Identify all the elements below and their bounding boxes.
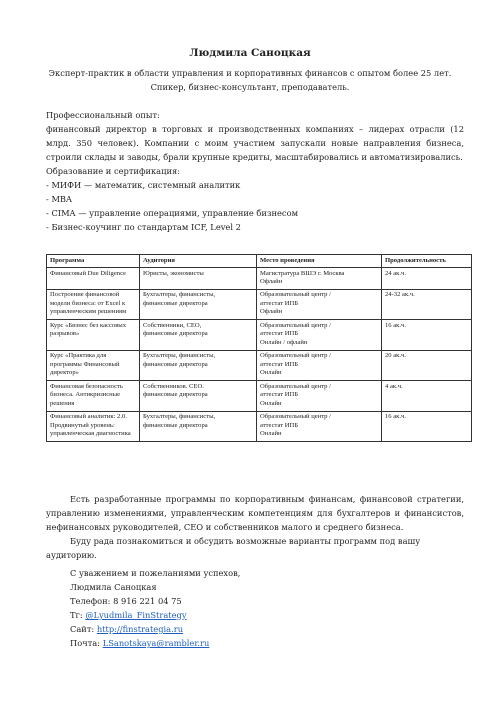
audience-cell: Бухгалтеры, финансисты, финансовые директора: [140, 411, 257, 442]
program-cell: Финансовый Due Diligence: [47, 268, 140, 290]
audience-cell: Бухгалтеры, финансисты, финансовые директора: [140, 350, 257, 381]
column-header-place: Место проведения: [257, 255, 382, 268]
document-title: Людмила Саноцкая: [189, 47, 311, 59]
place-cell: Образовательный центр / аттестат ИПБ Онлайн: [257, 350, 382, 381]
program-cell: Курс «Бизнес без кассовых разрывов»: [47, 320, 140, 351]
experience-text: финансовый директор в торговых и производственных компаниях – лидерах отрасли (12 млрд. 350 человек). Компании с моим участием запускали новые направления бизнеса, строили склады и заводы, брали крупные кредиты, масштабировались и автоматизировались.: [46, 124, 464, 162]
program-cell: Финансовый аналитик: 2.0. Продвинутый уровень: управленческая диагностика: [47, 411, 140, 442]
table-row: [47, 320, 472, 351]
audience-cell: Бухгалтеры, финансисты, финансовые директора: [140, 289, 257, 320]
duration-cell: 16 ак.ч.: [382, 320, 472, 351]
duration-cell: 24-32 ак.ч.: [382, 289, 472, 320]
contact-telegram: Тг: @Lyudmila_FinStrategy: [70, 610, 187, 620]
column-header-audience: Аудитория: [140, 255, 257, 268]
education-item: - MBA: [46, 194, 73, 204]
duration-cell: 20 ак.ч.: [382, 350, 472, 381]
contact-phone: Телефон: 8 916 221 04 75: [70, 596, 182, 606]
table-header-row: [47, 255, 472, 268]
website-link[interactable]: http://finstrategia.ru: [96, 624, 184, 634]
program-cell: Финансовая безопасность бизнеса. Антикризисные решения: [47, 381, 140, 412]
place-cell: Образовательный центр / аттестат ИПБ Офлайн: [257, 289, 382, 320]
program-cell: Курс «Практика для программы Финансовый директор»: [47, 350, 140, 381]
subtitle-line-1: Эксперт-практик в области управления и корпоративных финансов с опытом более 25 лет.: [48, 68, 452, 78]
column-header-program: Программа: [47, 255, 140, 268]
signature-regards: С уважением и пожеланиями успехов,: [70, 568, 241, 578]
experience-heading: Профессиональный опыт:: [46, 110, 160, 120]
education-item: - МИФИ — математик, системный аналитик: [46, 180, 241, 190]
audience-cell: Собственники, CEO, финансовые директора: [140, 320, 257, 351]
contact-email: Почта: LSanotskaya@rambler.ru: [70, 638, 210, 648]
signature-name: Людмила Саноцкая: [70, 582, 157, 592]
duration-cell: 24 ак.ч.: [382, 268, 472, 290]
audience-cell: Собственников. CEO. финансовые директора: [140, 381, 257, 412]
place-cell: Образовательный центр / аттестат ИПБ Онлайн: [257, 381, 382, 412]
table-row: [47, 268, 472, 290]
education-item: - Бизнес-коучинг по стандартам ICF, Level 2: [46, 222, 241, 232]
program-cell: Построение финансовой модели бизнеса: от Excel к управленческим решениям: [47, 289, 140, 320]
education-item: - CIMA — управление операциями, управление бизнесом: [46, 208, 299, 218]
subtitle-line-2: Спикер, бизнес-консультант, преподаватель.: [150, 82, 350, 92]
telegram-link[interactable]: @Lyudmila_FinStrategy: [85, 610, 187, 620]
phone-number: 8 916 221 04 75: [113, 596, 182, 606]
column-header-duration: Продолжительность: [382, 255, 472, 268]
closing-paragraph-programs: Есть разработанные программы по корпоративным финансам, финансовой стратегии, управлению изменениями, управленческим компетенциям для бухгалтеров и финансистов, нефинансовых руководителей, CEO и собственников малого и среднего бизнеса.: [46, 494, 464, 532]
contact-site: Сайт: http://finstrategia.ru: [70, 624, 184, 634]
duration-cell: 16 ак.ч.: [382, 411, 472, 442]
courses-table: [46, 254, 472, 442]
email-link[interactable]: LSanotskaya@rambler.ru: [102, 638, 210, 648]
table-row: [47, 350, 472, 381]
place-cell: Образовательный центр / аттестат ИПБ Онлайн: [257, 411, 382, 442]
place-cell: Образовательный центр / аттестат ИПБ Онлайн / офлайн: [257, 320, 382, 351]
place-cell: Магистратура ВШЭ г. Москва Офлайн: [257, 268, 382, 290]
table-row: [47, 381, 472, 412]
education-heading: Образование и сертификация:: [46, 166, 181, 176]
table-row: [47, 289, 472, 320]
duration-cell: 4 ак.ч.: [382, 381, 472, 412]
audience-cell: Юристы, экономисты: [140, 268, 257, 290]
closing-paragraph-invite: Буду рада познакомиться и обсудить возможные варианты программ под вашу аудиторию.: [46, 536, 421, 560]
table-row: [47, 411, 472, 442]
